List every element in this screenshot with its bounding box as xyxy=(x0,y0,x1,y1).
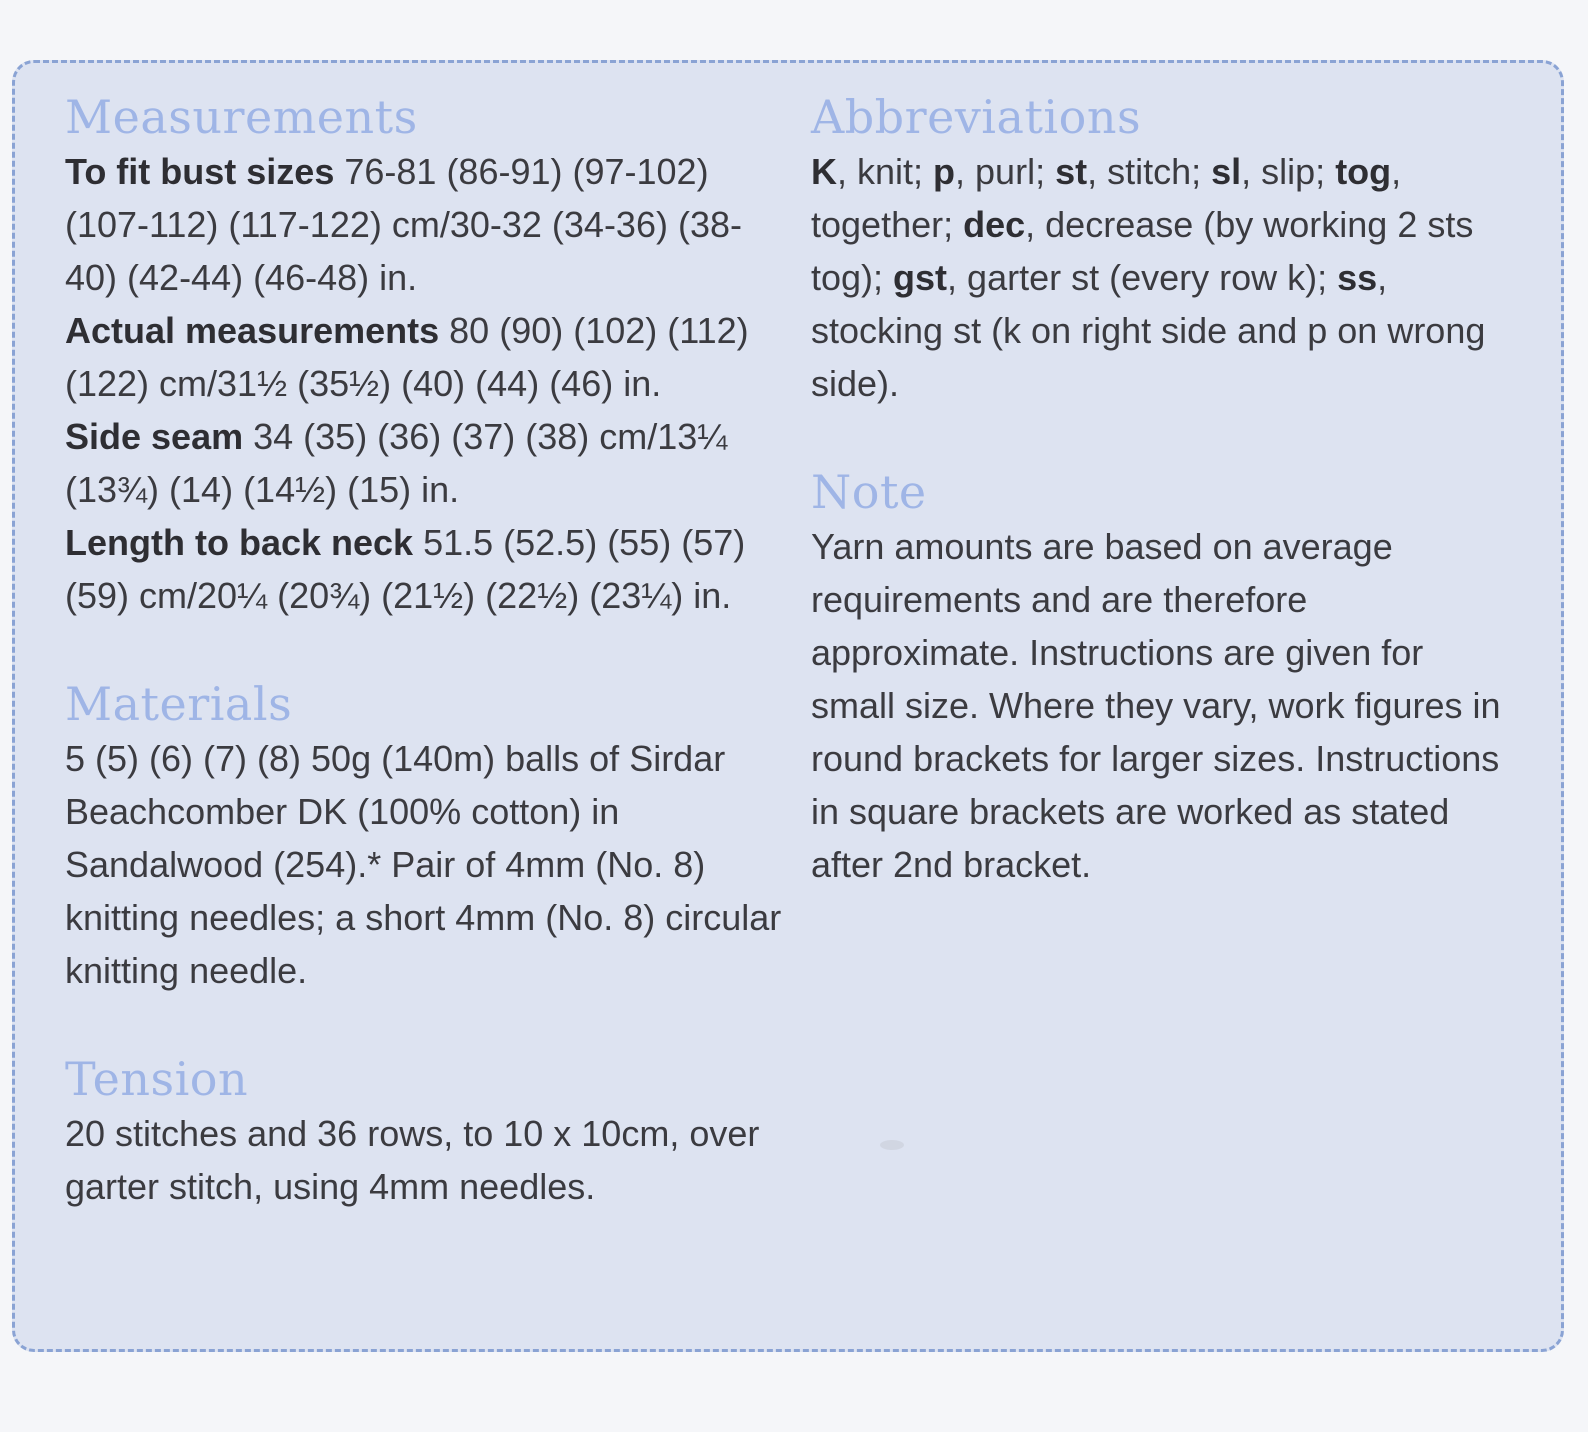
page-smudge xyxy=(880,1140,904,1150)
abbr-ss-def: , stocking st (k on right side and p on wrong side). xyxy=(811,257,1486,404)
measurements-section xyxy=(65,91,785,622)
abbr-st-def: , stitch; xyxy=(1087,151,1212,192)
abbr-k: K xyxy=(811,151,837,192)
abbr-st: st xyxy=(1055,151,1088,192)
abbr-sl-def: , slip; xyxy=(1241,151,1336,192)
right-column xyxy=(811,91,1501,947)
abbr-dec: dec xyxy=(963,204,1026,245)
length-value: 51.5 (52.5) (55) (57) (59) cm/20¼ (20¾) (21½) (22½) (23¼) in. xyxy=(65,522,746,616)
bust-sizes-value: 76-81 (86-91) (97-102) (107-112) (117-122) cm/30-32 (34-36) (38-40) (42-44) (46-48) in. xyxy=(65,151,742,298)
abbreviations-text xyxy=(811,145,1501,410)
abbr-gst-def: , garter st (every row k); xyxy=(947,257,1338,298)
abbr-p-def: , purl; xyxy=(955,151,1056,192)
tension-text: 20 stitches and 36 rows, to 10 x 10cm, over garter stitch, using 4mm needles. xyxy=(65,1113,760,1207)
side-seam-label: Side seam xyxy=(65,416,244,457)
note-section xyxy=(811,466,1501,891)
actual-measurements-label: Actual measurements xyxy=(65,310,440,351)
bust-sizes-paragraph xyxy=(65,145,785,304)
abbr-tog: tog xyxy=(1335,151,1392,192)
bust-sizes-label: To fit bust sizes xyxy=(65,151,335,192)
measurements-heading: Measurements xyxy=(65,90,418,144)
side-seam-paragraph xyxy=(65,410,785,516)
abbr-tog-def: , together; xyxy=(811,151,1402,245)
note-heading: Note xyxy=(811,465,927,519)
abbr-p: p xyxy=(933,151,956,192)
materials-text: 5 (5) (6) (7) (8) 50g (140m) balls of Sirdar Beachcomber DK (100% cotton) in Sandalwood (254).* Pair of 4mm (No. 8) knitting needles; a short 4mm (No. 8) circular knitting needle. xyxy=(65,738,782,991)
materials-heading: Materials xyxy=(65,677,293,731)
materials-section xyxy=(65,678,785,997)
abbreviations-heading: Abbreviations xyxy=(811,90,1142,144)
actual-measurements-paragraph xyxy=(65,304,785,410)
note-text: Yarn amounts are based on average requirements and are therefore approximate. Instructions are given for small size. Where they vary, work figures in round brackets for larger sizes. Instructions in square brackets are worked as stated after 2nd bracket. xyxy=(811,526,1501,885)
side-seam-value: 34 (35) (36) (37) (38) cm/13¼ (13¾) (14) (14½) (15) in. xyxy=(65,416,728,510)
abbreviations-section xyxy=(811,91,1501,410)
abbr-gst: gst xyxy=(893,257,948,298)
abbr-dec-def: , decrease (by working 2 sts tog); xyxy=(811,204,1474,298)
tension-heading: Tension xyxy=(65,1052,249,1106)
abbr-k-def: , knit; xyxy=(837,151,934,192)
tension-section xyxy=(65,1053,785,1213)
length-label: Length to back neck xyxy=(65,522,414,563)
length-paragraph xyxy=(65,516,785,622)
actual-measurements-value: 80 (90) (102) (112) (122) cm/31½ (35½) (40) (44) (46) in. xyxy=(65,310,749,404)
pattern-info-panel xyxy=(12,60,1564,1352)
abbr-sl: sl xyxy=(1211,151,1242,192)
abbr-ss: ss xyxy=(1337,257,1378,298)
left-column xyxy=(65,91,785,1269)
